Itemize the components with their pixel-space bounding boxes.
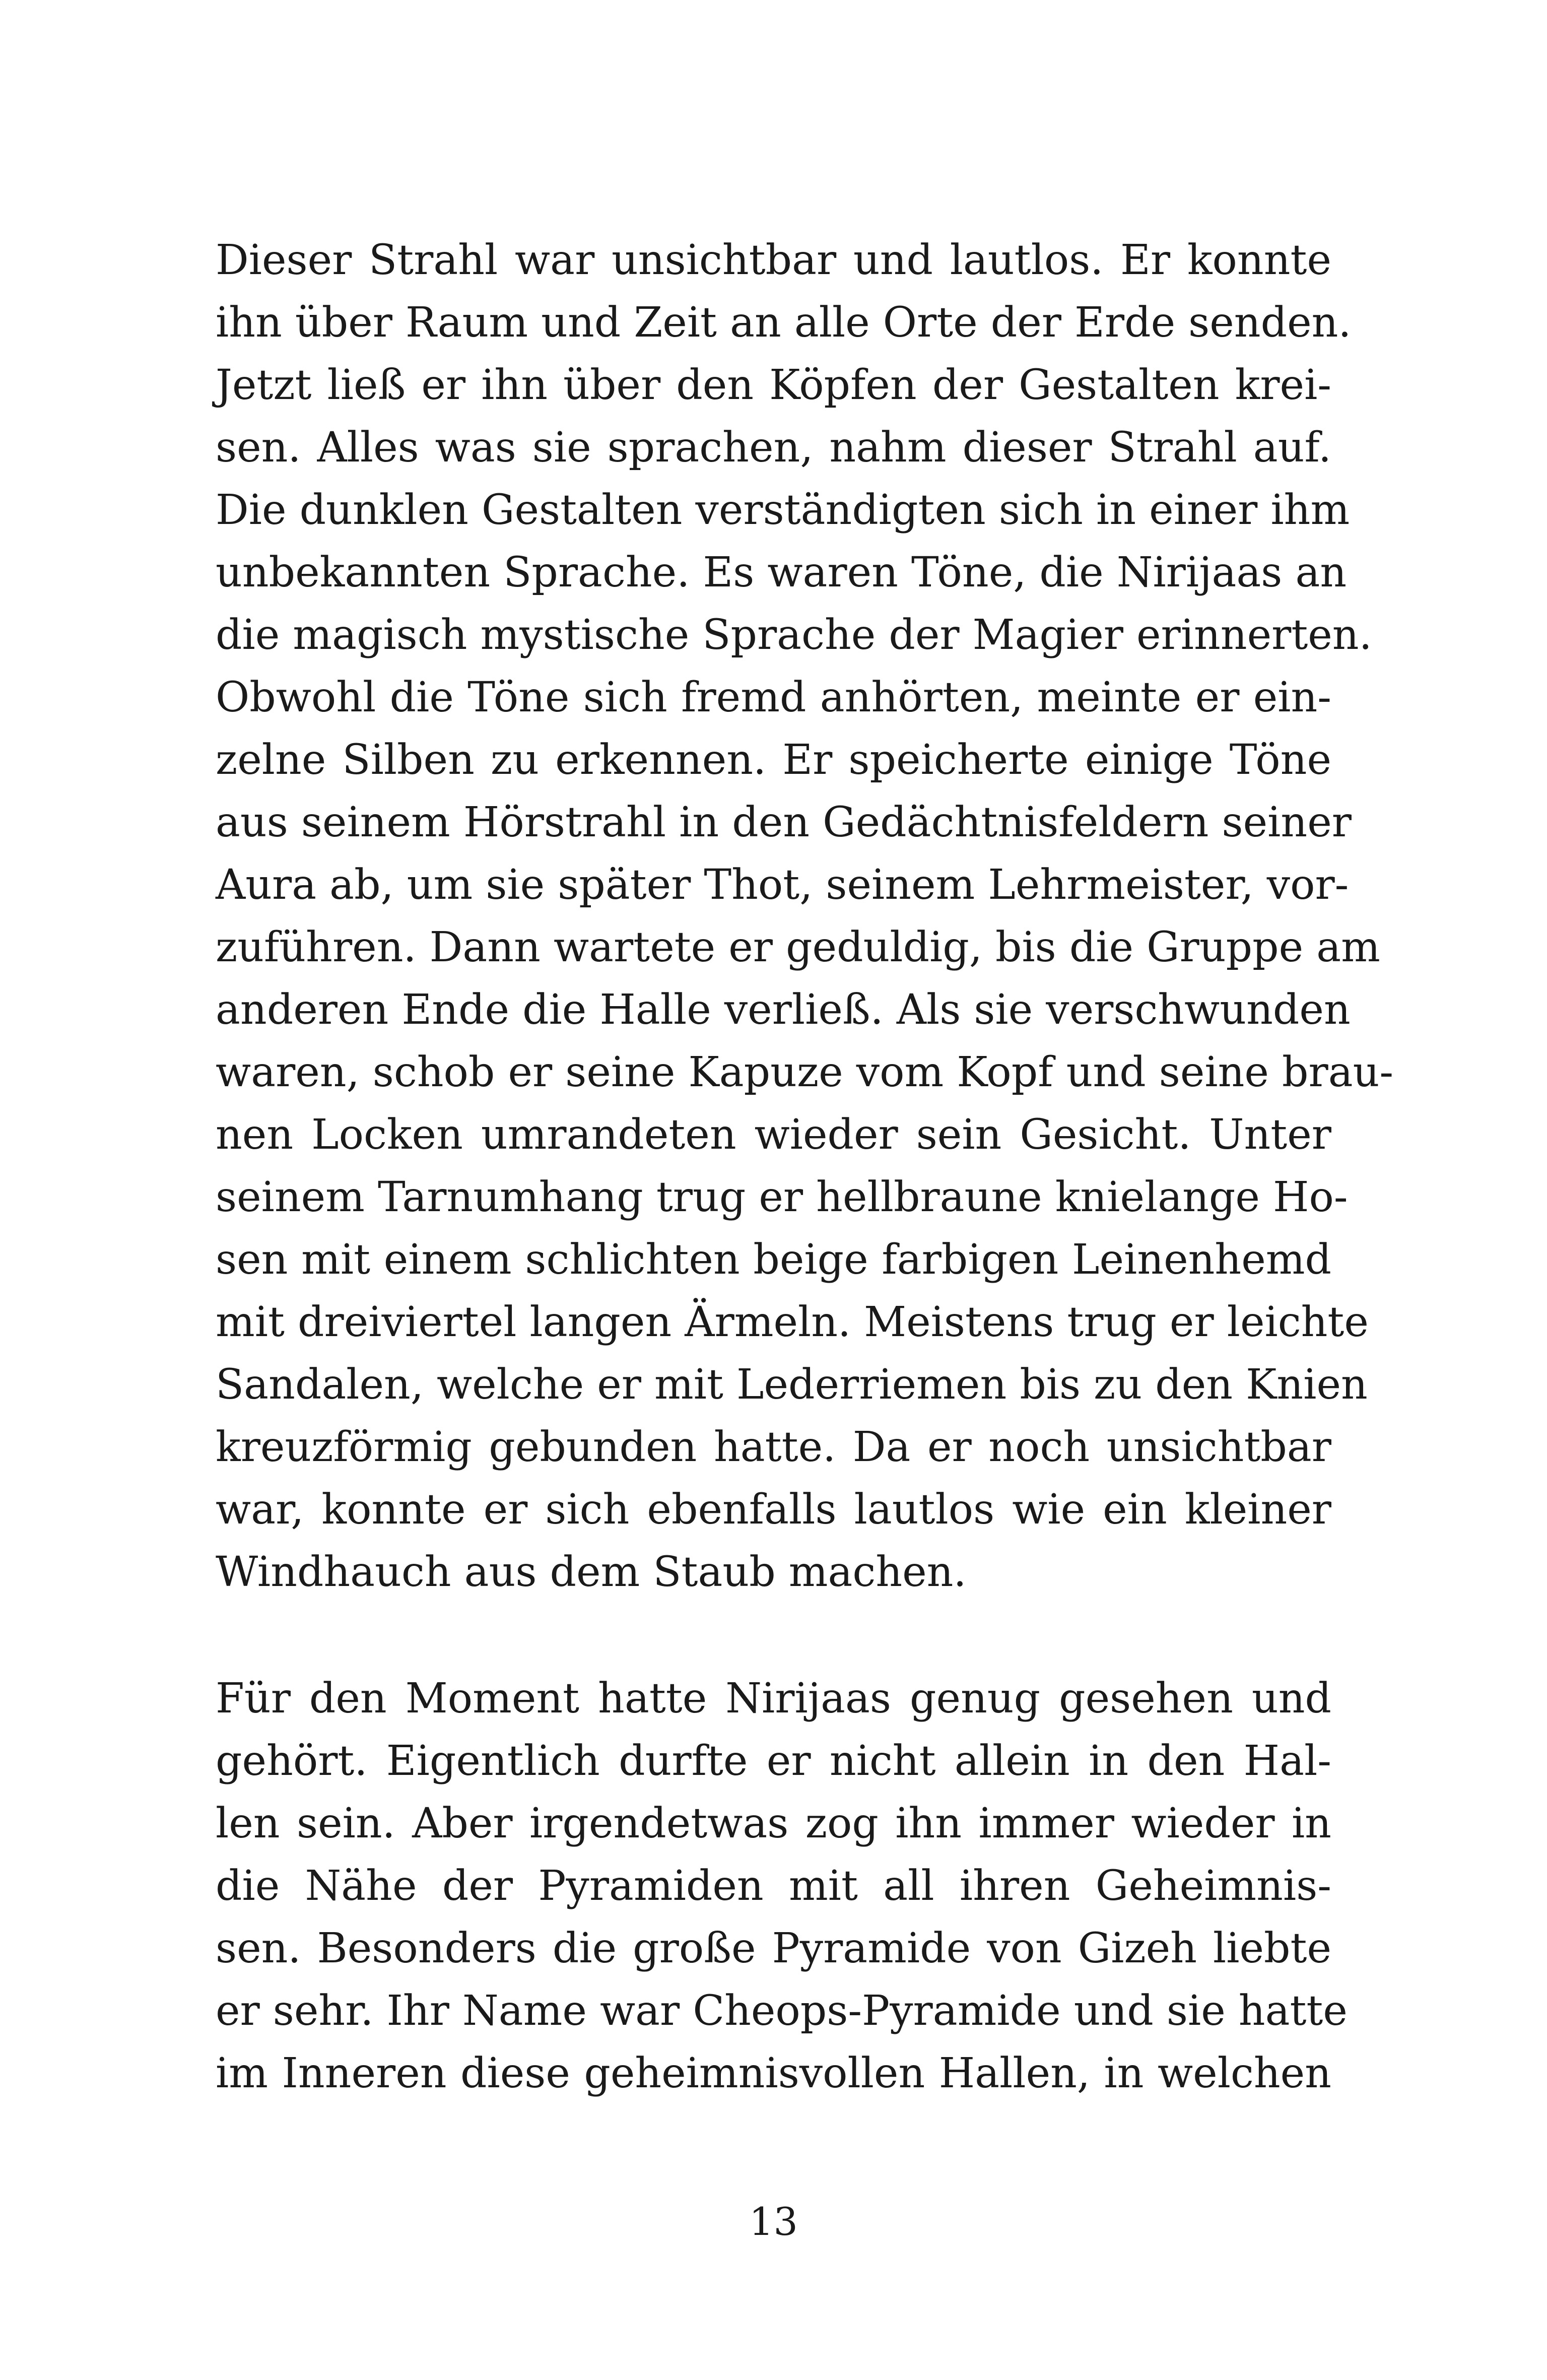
- text-line: sen. Alles was sie sprachen, nahm dieser Strahl auf.: [216, 424, 1331, 472]
- paragraph-1: [216, 229, 1394, 1604]
- text-line: war, konnte er sich ebenfalls lautlos wie ein kleiner: [216, 1486, 1331, 1534]
- page-number: 13: [749, 2199, 798, 2244]
- text-line: aus seinem Hörstrahl in den Gedächtnisfeldern seiner: [216, 799, 1352, 846]
- text-line: zuführen. Dann wartete er geduldig, bis die Gruppe am: [216, 923, 1380, 971]
- text-line: Dieser Strahl war unsichtbar und lautlos. Er konnte: [216, 236, 1331, 284]
- text-line: Obwohl die Töne sich fremd anhörten, meinte er ein-: [216, 674, 1331, 721]
- text-line: kreuzförmig gebunden hatte. Da er noch unsichtbar: [216, 1423, 1331, 1471]
- text-line: Für den Moment hatte Nirijaas genug gesehen und: [216, 1675, 1331, 1723]
- text-line: zelne Silben zu erkennen. Er speicherte einige Töne: [216, 736, 1331, 784]
- text-line: Aura ab, um sie später Thot, seinem Lehrmeister, vor-: [216, 861, 1349, 909]
- text-line: die Nähe der Pyramiden mit all ihren Geheimnis-: [216, 1862, 1331, 1910]
- text-line: Jetzt ließ er ihn über den Köpfen der Gestalten krei-: [216, 361, 1331, 409]
- text-line: im Inneren diese geheimnisvollen Hallen, in welchen: [216, 2050, 1331, 2097]
- text-line: mit dreiviertel langen Ärmeln. Meistens trug er leichte: [216, 1298, 1369, 1346]
- text-line: sen mit einem schlichten beige farbigen Leinenhemd: [216, 1236, 1331, 1284]
- text-line: seinem Tarnumhang trug er hellbraune knielange Ho-: [216, 1173, 1348, 1221]
- text-line: gehört. Eigentlich durfte er nicht allein in den Hal-: [216, 1737, 1331, 1785]
- text-line: anderen Ende die Halle verließ. Als sie verschwunden: [216, 986, 1351, 1034]
- paragraph-2: [216, 1668, 1348, 2105]
- text-line: er sehr. Ihr Name war Cheops-Pyramide und sie hatte: [216, 1987, 1348, 2035]
- text-line: nen Locken umrandeten wieder sein Gesicht. Unter: [216, 1111, 1331, 1159]
- text-line: die magisch mystische Sprache der Magier erinnerten.: [216, 611, 1372, 659]
- text-line: Windhauch aus dem Staub machen.: [216, 1548, 967, 1596]
- text-line: sen. Besonders die große Pyramide von Gizeh liebte: [216, 1925, 1331, 1972]
- text-line: ihn über Raum und Zeit an alle Orte der Erde senden.: [216, 299, 1352, 347]
- text-line: unbekannten Sprache. Es waren Töne, die Nirijaas an: [216, 549, 1347, 597]
- text-line: Sandalen, welche er mit Lederriemen bis zu den Knien: [216, 1361, 1368, 1409]
- text-line: waren, schob er seine Kapuze vom Kopf und seine brau-: [216, 1048, 1394, 1096]
- text-line: len sein. Aber irgendetwas zog ihn immer wieder in: [216, 1800, 1331, 1847]
- text-line: Die dunklen Gestalten verständigten sich in einer ihm: [216, 486, 1350, 534]
